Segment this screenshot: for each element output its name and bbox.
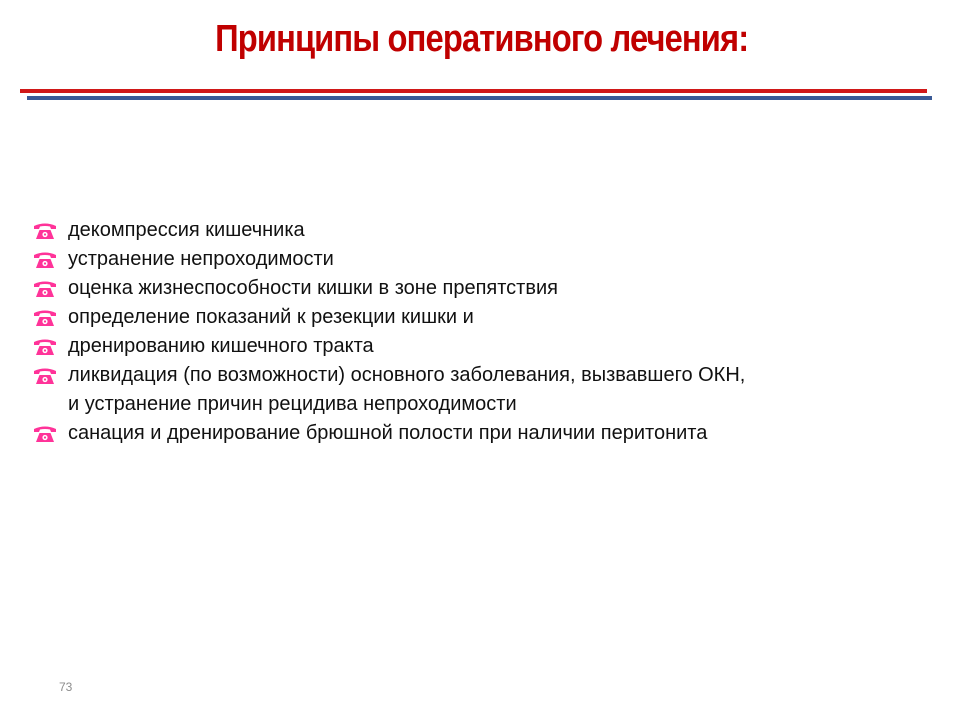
bullet-item (32, 419, 752, 448)
bullet-text: декомпрессия кишечника (68, 219, 305, 241)
bullet-item (32, 245, 752, 274)
bullet-text: дренированию кишечного тракта (68, 335, 374, 357)
bullet-item (32, 216, 752, 245)
bullet-text: устранение непроходимости (68, 248, 334, 270)
telephone-icon (32, 251, 58, 269)
telephone-icon (32, 309, 58, 327)
bullet-text: определение показаний к резекции кишки и (68, 306, 474, 328)
telephone-icon (32, 338, 58, 356)
bullet-list (32, 216, 752, 448)
telephone-icon (32, 280, 58, 298)
telephone-icon (32, 367, 58, 385)
bullet-text: ликвидация (по возможности) основного заболевания, вызвавшего ОКН, и устранение причин рецидива непроходимости (68, 364, 746, 415)
bullet-item (32, 332, 752, 361)
bullet-item (32, 361, 752, 419)
bullet-item (32, 303, 752, 332)
title-underline-red (20, 89, 927, 93)
page-number: 73 (59, 680, 73, 694)
title-underline-blue (27, 96, 932, 100)
slide-title: Принципы оперативного лечения: (215, 18, 749, 60)
bullet-text: оценка жизнеспособности кишки в зоне препятствия (68, 277, 558, 299)
telephone-icon (32, 222, 58, 240)
bullet-text: санация и дренирование брюшной полости при наличии перитонита (68, 422, 708, 444)
bullet-item (32, 274, 752, 303)
telephone-icon (32, 425, 58, 443)
